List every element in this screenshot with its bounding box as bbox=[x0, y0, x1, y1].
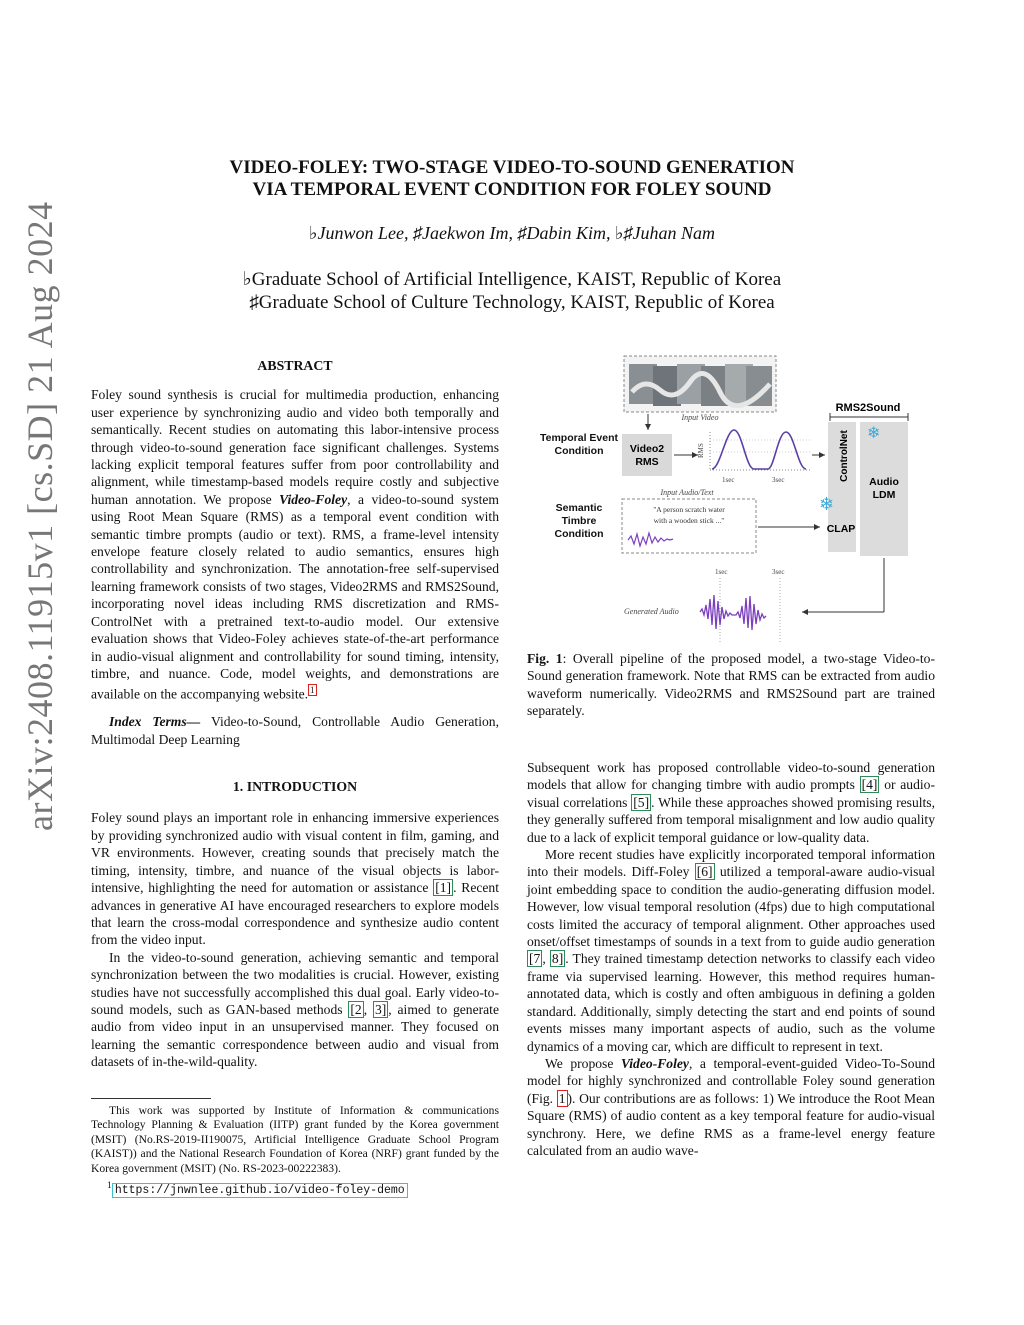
svg-text:1sec: 1sec bbox=[722, 476, 735, 484]
citation-7[interactable]: [7 bbox=[529, 951, 541, 967]
footnote-url-line: $^1$ https://jnwnlee.github.io/video-foley-demo bbox=[107, 1179, 499, 1198]
svg-text:3sec: 3sec bbox=[772, 568, 785, 576]
affiliation-2: ♯Graduate School of Culture Technology, KAIST, Republic of Korea bbox=[249, 292, 775, 313]
video2rms-box bbox=[622, 434, 672, 476]
right-paragraph-3: We propose Video-Foley, a temporal-event-guided Video-To-Sound model for highly synchronized and controllable Foley sound generation (Fig. 1 ). Our contributions are as follows: 1) We introduce the Root Mean Square (RMS) of audio content as a key temporal feature for audio-visual synchrony. Here, we define RMS as a frame-level energy feature calculated from an audio wave- bbox=[527, 1055, 935, 1158]
abstract-heading: ABSTRACT bbox=[257, 358, 333, 373]
video-frames-icon bbox=[629, 364, 772, 406]
citation-2[interactable]: [2 bbox=[350, 1001, 362, 1017]
rms2sound-label: RMS2Sound bbox=[835, 402, 901, 414]
citation-5[interactable]: [5] bbox=[633, 794, 650, 810]
citation-4[interactable]: [4] bbox=[861, 777, 878, 793]
title-line-2: VIA TEMPORAL EVENT CONDITION FOR FOLEY SOUND bbox=[252, 179, 772, 200]
right-paragraph-1: Subsequent work has proposed controllable video-to-sound generation models that allow for changing timbre with audio prompts [4] or audio-visual correlations [5] . While these approaches showed promising results, they generally suffered from temporal misalignment and low audio quality due to a lack of explicit temporal guidance or low-quality data. bbox=[527, 760, 935, 845]
svg-text:LDM: LDM bbox=[872, 489, 896, 501]
left-column bbox=[91, 357, 499, 1071]
paper-title bbox=[100, 157, 924, 201]
system-name: Video-Foley bbox=[620, 1055, 689, 1071]
citation-6[interactable]: [6] bbox=[696, 864, 713, 880]
prompt-line-2: with a wooden stick ..." bbox=[653, 516, 725, 525]
citation-8[interactable]: 8] bbox=[551, 951, 564, 967]
clap-snowflake-icon: ❄ bbox=[819, 494, 835, 514]
frozen-snowflake-icon: ❄ bbox=[867, 425, 881, 442]
demo-url-link[interactable]: https://jnwnlee.github.io/video-foley-demo bbox=[112, 1183, 408, 1198]
footnote bbox=[91, 1104, 499, 1198]
abstract-text: Foley sound synthesis is crucial for multimedia production, enhancing user experience by synchronizing audio and video both temporally and semantically. Recent studies on automating this labor-intensive process through video-to-sound generation face significant challenges. Systems lacking explicit temporal features suffer from poor controllability and alignment, while timestamp-based models require costly and subjective human annotation. We propose Video-Foley, a video-to-sound system using Root Mean Square (RMS) as a temporal event condition with semantic timbre prompts (audio or text). RMS, a frame-level intensity envelope feature closely related to audio semantics, ensures high controllability and synchronization. The annotation-free self-supervised learning framework consists of two stages, Video2RMS and RMS2Sound, incorporating novel ideas including RMS discretization and RMS-ControlNet with a pretrained text-to-audio model. Our extensive evaluation shows that Video-Foley achieves state-of-the-art performance in audio-visual alignment and controllability for sound timing, intensity, timbre, and nuance. Code, model weights, and demonstrations are available on the accompanying website. $^1$ bbox=[91, 387, 499, 702]
svg-text:RMS: RMS bbox=[635, 456, 659, 468]
pipeline-diagram bbox=[540, 352, 935, 647]
svg-text:1sec: 1sec bbox=[715, 568, 728, 576]
input-audio-text-label: Input Audio/Text bbox=[660, 488, 714, 497]
svg-text:Video2: Video2 bbox=[629, 443, 665, 455]
rms-curve bbox=[712, 430, 806, 469]
authors: ♭Junwon Lee, ♯Jaekwon Im, ♯Dabin Kim, ♭♯Juhan Nam bbox=[309, 223, 715, 243]
affiliations bbox=[100, 268, 924, 314]
figure-1 bbox=[540, 352, 935, 647]
index-terms: Index Terms— Video-to-Sound, Controllable Audio Generation, Multimodal Deep Learning bbox=[91, 714, 499, 747]
right-column bbox=[527, 759, 935, 1159]
generated-audio-waveform bbox=[700, 595, 766, 630]
intro-paragraph-2: In the video-to-sound generation, achieving semantic and temporal synchronization between the two modalities is crucial. However, existing studies have not successfully accomplished this dual goal. Early video-to-sound models, such as GAN-based methods [2 , 3] , aimed to generate audio from video input in an unsupervised manner. They focused on learning the semantic correspondence between audio and visual from datasets of in-the-wild-quality. bbox=[91, 949, 499, 1070]
figure-caption: Fig. 1: Overall pipeline of the proposed model, a two-stage Video-to-Sound generation framework. Note that RMS can be extracted from audio waveform numerically. Video2RMS and RMS2Sound part are trained separately. bbox=[527, 651, 935, 719]
intro-heading: 1. INTRODUCTION bbox=[232, 779, 358, 795]
rms-axis-label: RMS bbox=[697, 443, 705, 458]
arxiv-side-label: arXiv:2408.11915v1 [cs.SD] 21 Aug 2024 bbox=[20, 201, 60, 831]
figure-ref-1[interactable]: 1 bbox=[558, 1090, 566, 1106]
footnote-marker[interactable]: 1 bbox=[310, 685, 315, 696]
citation-3[interactable]: 3] bbox=[374, 1001, 387, 1017]
svg-text:3sec: 3sec bbox=[772, 476, 785, 484]
generated-audio-label: Generated Audio bbox=[624, 607, 679, 616]
funding-note: This work was supported by Institute of Information & communications Technology Planning & Evaluation (IITP) grant funded by the Korea government (MSIT) (No.RS-2019-II190075, Artificial Intelligence Graduate School Program (KAIST)) and the National Research Foundation of Korea (NRF) grant funded by the Korea government (MSIT) (No. RS-2023-00222383). bbox=[91, 1104, 499, 1175]
controlnet-label: ControlNet bbox=[839, 430, 850, 482]
clap-label: CLAP bbox=[826, 523, 856, 535]
affiliation-1: ♭Graduate School of Artificial Intelligence, KAIST, Republic of Korea bbox=[242, 269, 782, 290]
prompt-line-1: "A person scratch water bbox=[653, 505, 725, 514]
caption-label: Fig. 1 bbox=[527, 651, 563, 666]
svg-text:Audio: Audio bbox=[869, 476, 899, 488]
input-video-label: Input Video bbox=[681, 413, 719, 422]
footnote-rule bbox=[91, 1098, 211, 1099]
temporal-condition-label: Temporal Event Condition bbox=[540, 432, 618, 457]
citation-1[interactable]: [1] bbox=[435, 880, 452, 896]
title-line-1: VIDEO-FOLEY: TWO-STAGE VIDEO-TO-SOUND GENERATION bbox=[229, 157, 795, 178]
abstract-system-name: Video-Foley bbox=[279, 491, 348, 507]
intro-paragraph-1: Foley sound plays an important role in enhancing immersive experiences by providing synchronized audio with visual content in film, gaming, and VR environments. However, creating sounds that precisely match the timing, intensity, timbre, and nuance of the visual objects is labor-intensive, highlighting the need for automation or assistance [1] . Recent advances in generative AI have encouraged researchers to explore models that learn the cross-modal correspondence and synthesize audio content from the video input. bbox=[91, 810, 499, 948]
semantic-condition-label: Semantic Timbre Condition bbox=[554, 502, 604, 540]
right-paragraph-2: More recent studies have explicitly incorporated temporal information into their models. Diff-Foley [6] utilized a temporal-aware audio-visual joint embedding space to condition the audio-generating diffusion model. However, low visual temporal resolution (4fps) due to high computational costs limited the accuracy of temporal alignment. Other approaches used onset/offset timestamps of sounds in a text from to guide audio generation [7 , 8] . They trained timestamp detection networks to classify each video frame via supervised learning. However, this method requires human-annotated data, which is costly and often ambiguous in defining a golden standard. Additionally, simply detecting the start and end points of sound events misses many important aspects of audio, such as the volume dynamics of a moving car, which are difficult to represent in text. bbox=[527, 847, 935, 1054]
